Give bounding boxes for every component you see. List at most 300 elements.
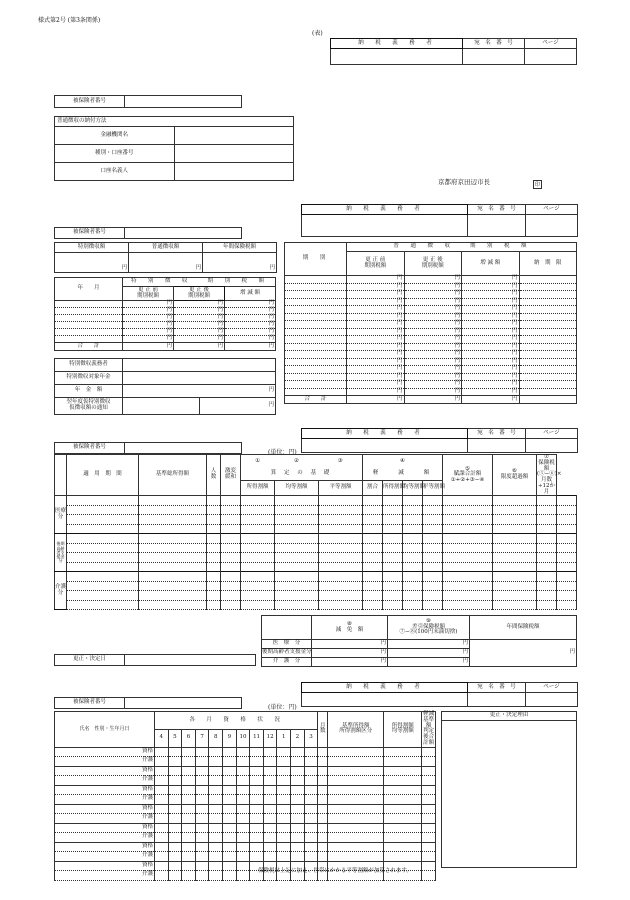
bank-name-value[interactable] bbox=[174, 127, 294, 145]
period-cell[interactable] bbox=[285, 358, 347, 366]
person-cell[interactable] bbox=[263, 804, 277, 814]
calc-cell[interactable] bbox=[67, 553, 139, 563]
ordinary-before-cell[interactable]: 円 bbox=[347, 298, 405, 306]
calc-cell[interactable] bbox=[139, 524, 207, 534]
insured-no-value[interactable] bbox=[125, 96, 242, 108]
person-cell[interactable] bbox=[422, 804, 436, 814]
calc-cell[interactable] bbox=[363, 524, 383, 534]
person-cell[interactable] bbox=[277, 776, 291, 786]
calc-cell[interactable] bbox=[207, 496, 221, 506]
person-cell[interactable] bbox=[422, 785, 436, 795]
period-cell[interactable] bbox=[285, 313, 347, 321]
due-date-cell[interactable] bbox=[519, 381, 577, 389]
person-cell[interactable] bbox=[263, 814, 277, 824]
ordinary-before-cell[interactable]: 円 bbox=[347, 283, 405, 291]
person-cell[interactable] bbox=[209, 823, 223, 833]
person-cell[interactable] bbox=[277, 823, 291, 833]
due-date-cell[interactable] bbox=[519, 291, 577, 299]
calc-cell[interactable] bbox=[557, 553, 577, 563]
person-cell[interactable] bbox=[168, 814, 182, 824]
calc-cell[interactable] bbox=[319, 572, 363, 582]
person-cell[interactable] bbox=[250, 785, 264, 795]
person-cell[interactable] bbox=[182, 766, 196, 776]
calc-cell[interactable] bbox=[241, 515, 275, 525]
calc-cell[interactable] bbox=[423, 562, 443, 572]
calc-cell[interactable] bbox=[493, 534, 537, 544]
calc-cell[interactable] bbox=[403, 562, 423, 572]
person-cell[interactable] bbox=[236, 785, 250, 795]
ordinary-before-cell[interactable]: 円 bbox=[347, 373, 405, 381]
calc-cell[interactable] bbox=[139, 515, 207, 525]
person-cell[interactable] bbox=[168, 785, 182, 795]
calc-cell[interactable] bbox=[443, 524, 493, 534]
calc-cell[interactable] bbox=[319, 515, 363, 525]
calc-cell[interactable] bbox=[383, 562, 403, 572]
calc-cell[interactable] bbox=[67, 562, 139, 572]
special-total-before[interactable]: 円 bbox=[123, 343, 174, 351]
ordinary-before-cell[interactable]: 円 bbox=[347, 328, 405, 336]
calc-cell[interactable] bbox=[221, 505, 241, 515]
calc-cell[interactable] bbox=[241, 496, 275, 506]
calc-cell[interactable] bbox=[537, 553, 557, 563]
due-date-cell[interactable] bbox=[519, 343, 577, 351]
calc-cell[interactable] bbox=[221, 591, 241, 601]
ordinary-after-cell[interactable]: 円 bbox=[404, 373, 462, 381]
care-exempt[interactable]: 円 bbox=[312, 658, 388, 667]
calc-cell[interactable] bbox=[221, 524, 241, 534]
calc-cell[interactable] bbox=[557, 591, 577, 601]
person-cell[interactable] bbox=[250, 852, 264, 862]
period-cell[interactable] bbox=[285, 373, 347, 381]
ordinary-after-cell[interactable]: 円 bbox=[404, 298, 462, 306]
ordinary-after-cell[interactable]: 円 bbox=[404, 313, 462, 321]
person-cell[interactable] bbox=[263, 795, 277, 805]
due-date-cell[interactable] bbox=[519, 351, 577, 359]
calc-cell[interactable] bbox=[443, 515, 493, 525]
person-cell[interactable] bbox=[318, 833, 328, 843]
ordinary-diff-cell[interactable]: 円 bbox=[462, 388, 520, 396]
calc-cell[interactable] bbox=[383, 581, 403, 591]
calc-cell[interactable] bbox=[423, 591, 443, 601]
person-cell[interactable] bbox=[209, 814, 223, 824]
person-cell[interactable] bbox=[328, 795, 384, 805]
calc-cell[interactable] bbox=[537, 515, 557, 525]
ordinary-after-cell[interactable]: 円 bbox=[404, 336, 462, 344]
person-cell[interactable] bbox=[209, 833, 223, 843]
calc-cell[interactable] bbox=[275, 505, 319, 515]
person-cell[interactable] bbox=[182, 747, 196, 757]
person-cell[interactable] bbox=[277, 757, 291, 767]
calc-cell[interactable] bbox=[443, 600, 493, 610]
calc-cell[interactable] bbox=[383, 572, 403, 582]
person-cell[interactable] bbox=[328, 833, 384, 843]
person-cell[interactable] bbox=[209, 757, 223, 767]
person-cell[interactable] bbox=[250, 776, 264, 786]
person-cell[interactable] bbox=[168, 747, 182, 757]
calc-cell[interactable] bbox=[557, 505, 577, 515]
calc-cell[interactable] bbox=[139, 600, 207, 610]
person-cell[interactable] bbox=[291, 766, 305, 776]
due-date-cell[interactable] bbox=[519, 373, 577, 381]
month-cell[interactable] bbox=[55, 336, 123, 343]
person-cell[interactable] bbox=[209, 871, 223, 881]
ordinary-diff-cell[interactable]: 円 bbox=[462, 283, 520, 291]
person-cell[interactable] bbox=[384, 814, 422, 824]
person-cell[interactable] bbox=[250, 842, 264, 852]
person-cell[interactable] bbox=[155, 823, 169, 833]
special-diff-cell[interactable]: 円 bbox=[225, 315, 276, 322]
person-cell[interactable] bbox=[195, 757, 209, 767]
calc-cell[interactable] bbox=[493, 524, 537, 534]
ordinary-diff-cell[interactable]: 円 bbox=[462, 336, 520, 344]
pension-amount-value[interactable]: 円 bbox=[123, 385, 276, 398]
calc-cell[interactable] bbox=[207, 581, 221, 591]
calc-cell[interactable] bbox=[383, 515, 403, 525]
person-cell[interactable] bbox=[168, 871, 182, 881]
special-after-cell[interactable]: 円 bbox=[174, 301, 225, 308]
person-cell[interactable] bbox=[250, 757, 264, 767]
due-date-cell[interactable] bbox=[519, 358, 577, 366]
person-cell[interactable] bbox=[384, 804, 422, 814]
due-date-cell[interactable] bbox=[519, 328, 577, 336]
calc-cell[interactable] bbox=[221, 581, 241, 591]
calc-cell[interactable] bbox=[319, 591, 363, 601]
person-cell[interactable] bbox=[182, 804, 196, 814]
calc-cell[interactable] bbox=[403, 515, 423, 525]
page-value[interactable] bbox=[525, 49, 577, 65]
person-cell[interactable] bbox=[328, 747, 384, 757]
calc-cell[interactable] bbox=[363, 562, 383, 572]
calc-cell[interactable] bbox=[241, 562, 275, 572]
person-cell[interactable] bbox=[195, 823, 209, 833]
calc-cell[interactable] bbox=[557, 600, 577, 610]
month-cell[interactable] bbox=[55, 322, 123, 329]
calc-cell[interactable] bbox=[423, 515, 443, 525]
calc-cell[interactable] bbox=[557, 515, 577, 525]
person-cell[interactable] bbox=[384, 757, 422, 767]
person-cell[interactable] bbox=[291, 833, 305, 843]
person-cell[interactable] bbox=[291, 852, 305, 862]
person-cell[interactable] bbox=[209, 766, 223, 776]
calc-cell[interactable] bbox=[139, 543, 207, 553]
ordinary-total-after[interactable]: 円 bbox=[404, 396, 462, 404]
calc-cell[interactable] bbox=[383, 600, 403, 610]
calc-cell[interactable] bbox=[319, 581, 363, 591]
ordinary-total-diff[interactable]: 円 bbox=[462, 396, 520, 404]
calc-cell[interactable] bbox=[443, 505, 493, 515]
taxpayer-value[interactable] bbox=[302, 215, 468, 237]
calc-cell[interactable] bbox=[241, 591, 275, 601]
person-cell[interactable] bbox=[223, 833, 237, 843]
person-cell[interactable] bbox=[328, 842, 384, 852]
calc-cell[interactable] bbox=[275, 543, 319, 553]
ordinary-total-before[interactable]: 円 bbox=[347, 396, 405, 404]
care-diff[interactable]: 円 bbox=[388, 658, 470, 667]
person-cell[interactable] bbox=[384, 747, 422, 757]
calc-cell[interactable] bbox=[67, 600, 139, 610]
person-cell[interactable] bbox=[182, 776, 196, 786]
calc-cell[interactable] bbox=[423, 505, 443, 515]
person-cell[interactable] bbox=[384, 823, 422, 833]
person-cell[interactable] bbox=[223, 757, 237, 767]
person-cell[interactable] bbox=[263, 852, 277, 862]
month-cell[interactable] bbox=[55, 329, 123, 336]
person-cell[interactable] bbox=[304, 795, 318, 805]
ordinary-after-cell[interactable]: 円 bbox=[404, 388, 462, 396]
address-no-value[interactable] bbox=[468, 439, 526, 453]
person-cell[interactable] bbox=[250, 747, 264, 757]
person-cell[interactable] bbox=[328, 757, 384, 767]
calc-cell[interactable] bbox=[275, 600, 319, 610]
calc-cell[interactable] bbox=[207, 553, 221, 563]
person-cell[interactable] bbox=[422, 747, 436, 757]
person-cell[interactable] bbox=[422, 795, 436, 805]
calc-cell[interactable] bbox=[221, 553, 241, 563]
calc-cell[interactable] bbox=[139, 505, 207, 515]
person-cell[interactable] bbox=[209, 861, 223, 871]
person-cell[interactable] bbox=[155, 785, 169, 795]
calc-cell[interactable] bbox=[423, 496, 443, 506]
page-value[interactable] bbox=[526, 439, 578, 453]
person-cell[interactable] bbox=[291, 747, 305, 757]
person-cell[interactable] bbox=[223, 871, 237, 881]
calc-cell[interactable] bbox=[557, 524, 577, 534]
person-cell[interactable] bbox=[328, 823, 384, 833]
due-date-cell[interactable] bbox=[519, 321, 577, 329]
ordinary-total-due[interactable] bbox=[519, 396, 577, 404]
calc-cell[interactable] bbox=[403, 581, 423, 591]
ordinary-after-cell[interactable]: 円 bbox=[404, 366, 462, 374]
person-cell[interactable] bbox=[328, 804, 384, 814]
person-cell[interactable] bbox=[209, 842, 223, 852]
calc-cell[interactable] bbox=[403, 543, 423, 553]
calc-cell[interactable] bbox=[403, 591, 423, 601]
special-total-diff[interactable]: 円 bbox=[225, 343, 276, 351]
calc-cell[interactable] bbox=[443, 553, 493, 563]
calc-cell[interactable] bbox=[221, 543, 241, 553]
calc-cell[interactable] bbox=[275, 524, 319, 534]
ordinary-before-cell[interactable]: 円 bbox=[347, 313, 405, 321]
special-diff-cell[interactable]: 円 bbox=[225, 336, 276, 343]
person-cell[interactable] bbox=[236, 814, 250, 824]
person-cell[interactable] bbox=[263, 785, 277, 795]
person-cell[interactable] bbox=[182, 852, 196, 862]
ordinary-after-cell[interactable]: 円 bbox=[404, 283, 462, 291]
period-cell[interactable] bbox=[285, 283, 347, 291]
calc-cell[interactable] bbox=[443, 562, 493, 572]
person-cell[interactable] bbox=[182, 814, 196, 824]
due-date-cell[interactable] bbox=[519, 366, 577, 374]
person-cell[interactable] bbox=[195, 814, 209, 824]
calc-cell[interactable] bbox=[537, 496, 557, 506]
person-cell[interactable] bbox=[236, 804, 250, 814]
calc-cell[interactable] bbox=[423, 543, 443, 553]
special-before-cell[interactable]: 円 bbox=[123, 315, 174, 322]
person-cell[interactable] bbox=[236, 852, 250, 862]
person-cell[interactable] bbox=[318, 814, 328, 824]
person-cell[interactable] bbox=[318, 795, 328, 805]
ordinary-diff-cell[interactable]: 円 bbox=[462, 313, 520, 321]
calc-cell[interactable] bbox=[443, 572, 493, 582]
person-cell[interactable] bbox=[236, 795, 250, 805]
calc-cell[interactable] bbox=[493, 553, 537, 563]
person-cell[interactable] bbox=[263, 833, 277, 843]
calc-cell[interactable] bbox=[557, 562, 577, 572]
person-cell[interactable] bbox=[318, 757, 328, 767]
reason-value[interactable] bbox=[442, 721, 577, 868]
person-cell[interactable] bbox=[182, 785, 196, 795]
person-cell[interactable] bbox=[209, 747, 223, 757]
calc-cell[interactable] bbox=[139, 534, 207, 544]
ordinary-diff-cell[interactable]: 円 bbox=[462, 351, 520, 359]
support-diff[interactable]: 円 bbox=[388, 649, 470, 658]
page-value[interactable] bbox=[526, 693, 578, 707]
person-cell[interactable] bbox=[422, 814, 436, 824]
person-cell[interactable] bbox=[304, 814, 318, 824]
calc-cell[interactable] bbox=[319, 562, 363, 572]
person-cell[interactable] bbox=[182, 833, 196, 843]
calc-cell[interactable] bbox=[221, 515, 241, 525]
person-cell[interactable] bbox=[422, 833, 436, 843]
calc-cell[interactable] bbox=[319, 524, 363, 534]
special-before-cell[interactable]: 円 bbox=[123, 336, 174, 343]
person-cell[interactable] bbox=[195, 795, 209, 805]
person-cell[interactable] bbox=[384, 833, 422, 843]
calc-cell[interactable] bbox=[221, 534, 241, 544]
person-cell[interactable] bbox=[250, 804, 264, 814]
insured-no-value[interactable] bbox=[125, 228, 242, 239]
person-cell[interactable] bbox=[422, 766, 436, 776]
person-cell[interactable] bbox=[209, 852, 223, 862]
calc-cell[interactable] bbox=[443, 581, 493, 591]
person-cell[interactable] bbox=[304, 776, 318, 786]
withholder-value[interactable] bbox=[123, 359, 276, 372]
pension-target-value[interactable] bbox=[123, 372, 276, 385]
person-cell[interactable] bbox=[384, 766, 422, 776]
calc-cell[interactable] bbox=[241, 553, 275, 563]
due-date-cell[interactable] bbox=[519, 313, 577, 321]
person-cell[interactable] bbox=[182, 795, 196, 805]
calc-cell[interactable] bbox=[241, 524, 275, 534]
calc-cell[interactable] bbox=[537, 581, 557, 591]
person-cell[interactable] bbox=[182, 842, 196, 852]
person-cell[interactable] bbox=[277, 747, 291, 757]
person-cell[interactable] bbox=[384, 785, 422, 795]
person-cell[interactable] bbox=[155, 804, 169, 814]
ordinary-diff-cell[interactable]: 円 bbox=[462, 328, 520, 336]
calc-cell[interactable] bbox=[423, 581, 443, 591]
person-cell[interactable] bbox=[209, 776, 223, 786]
person-cell[interactable] bbox=[422, 776, 436, 786]
person-cell[interactable] bbox=[304, 766, 318, 776]
due-date-cell[interactable] bbox=[519, 388, 577, 396]
ordinary-before-cell[interactable]: 円 bbox=[347, 291, 405, 299]
special-before-cell[interactable]: 円 bbox=[123, 301, 174, 308]
person-cell[interactable] bbox=[304, 852, 318, 862]
person-cell[interactable] bbox=[155, 766, 169, 776]
person-cell[interactable] bbox=[168, 757, 182, 767]
calc-cell[interactable] bbox=[383, 543, 403, 553]
person-cell[interactable] bbox=[250, 795, 264, 805]
address-no-value[interactable] bbox=[468, 693, 526, 707]
calc-cell[interactable] bbox=[67, 534, 139, 544]
person-cell[interactable] bbox=[318, 804, 328, 814]
calc-cell[interactable] bbox=[383, 553, 403, 563]
person-cell[interactable] bbox=[223, 842, 237, 852]
calc-cell[interactable] bbox=[275, 515, 319, 525]
person-cell[interactable] bbox=[263, 842, 277, 852]
special-amount-value[interactable]: 円 bbox=[55, 253, 129, 273]
person-cell[interactable] bbox=[318, 842, 328, 852]
calc-cell[interactable] bbox=[319, 534, 363, 544]
person-cell[interactable] bbox=[209, 785, 223, 795]
ordinary-diff-cell[interactable]: 円 bbox=[462, 276, 520, 284]
calc-cell[interactable] bbox=[493, 572, 537, 582]
person-cell[interactable] bbox=[263, 776, 277, 786]
person-cell[interactable] bbox=[182, 757, 196, 767]
calc-cell[interactable] bbox=[383, 524, 403, 534]
support-exempt[interactable]: 円 bbox=[312, 649, 388, 658]
person-cell[interactable] bbox=[277, 842, 291, 852]
calc-cell[interactable] bbox=[221, 572, 241, 582]
person-cell[interactable] bbox=[168, 776, 182, 786]
calc-cell[interactable] bbox=[537, 534, 557, 544]
person-cell[interactable] bbox=[168, 766, 182, 776]
calc-cell[interactable] bbox=[363, 572, 383, 582]
calc-cell[interactable] bbox=[557, 534, 577, 544]
calc-cell[interactable] bbox=[493, 515, 537, 525]
calc-cell[interactable] bbox=[403, 600, 423, 610]
calc-cell[interactable] bbox=[221, 496, 241, 506]
calc-cell[interactable] bbox=[67, 572, 139, 582]
calc-cell[interactable] bbox=[139, 581, 207, 591]
calc-cell[interactable] bbox=[363, 515, 383, 525]
provisional-notice-value[interactable] bbox=[123, 398, 200, 415]
ordinary-after-cell[interactable]: 円 bbox=[404, 358, 462, 366]
person-cell[interactable] bbox=[155, 747, 169, 757]
person-cell[interactable] bbox=[318, 785, 328, 795]
special-diff-cell[interactable]: 円 bbox=[225, 329, 276, 336]
calc-cell[interactable] bbox=[403, 534, 423, 544]
person-cell[interactable] bbox=[277, 814, 291, 824]
ordinary-after-cell[interactable]: 円 bbox=[404, 321, 462, 329]
person-cell[interactable] bbox=[291, 795, 305, 805]
person-cell[interactable] bbox=[318, 747, 328, 757]
special-before-cell[interactable]: 円 bbox=[123, 322, 174, 329]
person-cell[interactable] bbox=[195, 747, 209, 757]
person-cell[interactable] bbox=[236, 823, 250, 833]
calc-cell[interactable] bbox=[363, 543, 383, 553]
person-cell[interactable] bbox=[195, 871, 209, 881]
person-cell[interactable] bbox=[291, 785, 305, 795]
calc-cell[interactable] bbox=[67, 581, 139, 591]
person-cell[interactable] bbox=[168, 861, 182, 871]
due-date-cell[interactable] bbox=[519, 306, 577, 314]
annual-value[interactable]: 円 bbox=[470, 640, 577, 667]
person-cell[interactable] bbox=[291, 842, 305, 852]
person-cell[interactable] bbox=[277, 766, 291, 776]
person-cell[interactable] bbox=[223, 861, 237, 871]
special-total-after[interactable]: 円 bbox=[174, 343, 225, 351]
calc-cell[interactable] bbox=[207, 562, 221, 572]
person-cell[interactable] bbox=[277, 804, 291, 814]
calc-cell[interactable] bbox=[363, 553, 383, 563]
person-cell[interactable] bbox=[223, 852, 237, 862]
page-value[interactable] bbox=[526, 215, 578, 237]
calc-cell[interactable] bbox=[241, 543, 275, 553]
calc-cell[interactable] bbox=[493, 505, 537, 515]
person-cell[interactable] bbox=[422, 842, 436, 852]
